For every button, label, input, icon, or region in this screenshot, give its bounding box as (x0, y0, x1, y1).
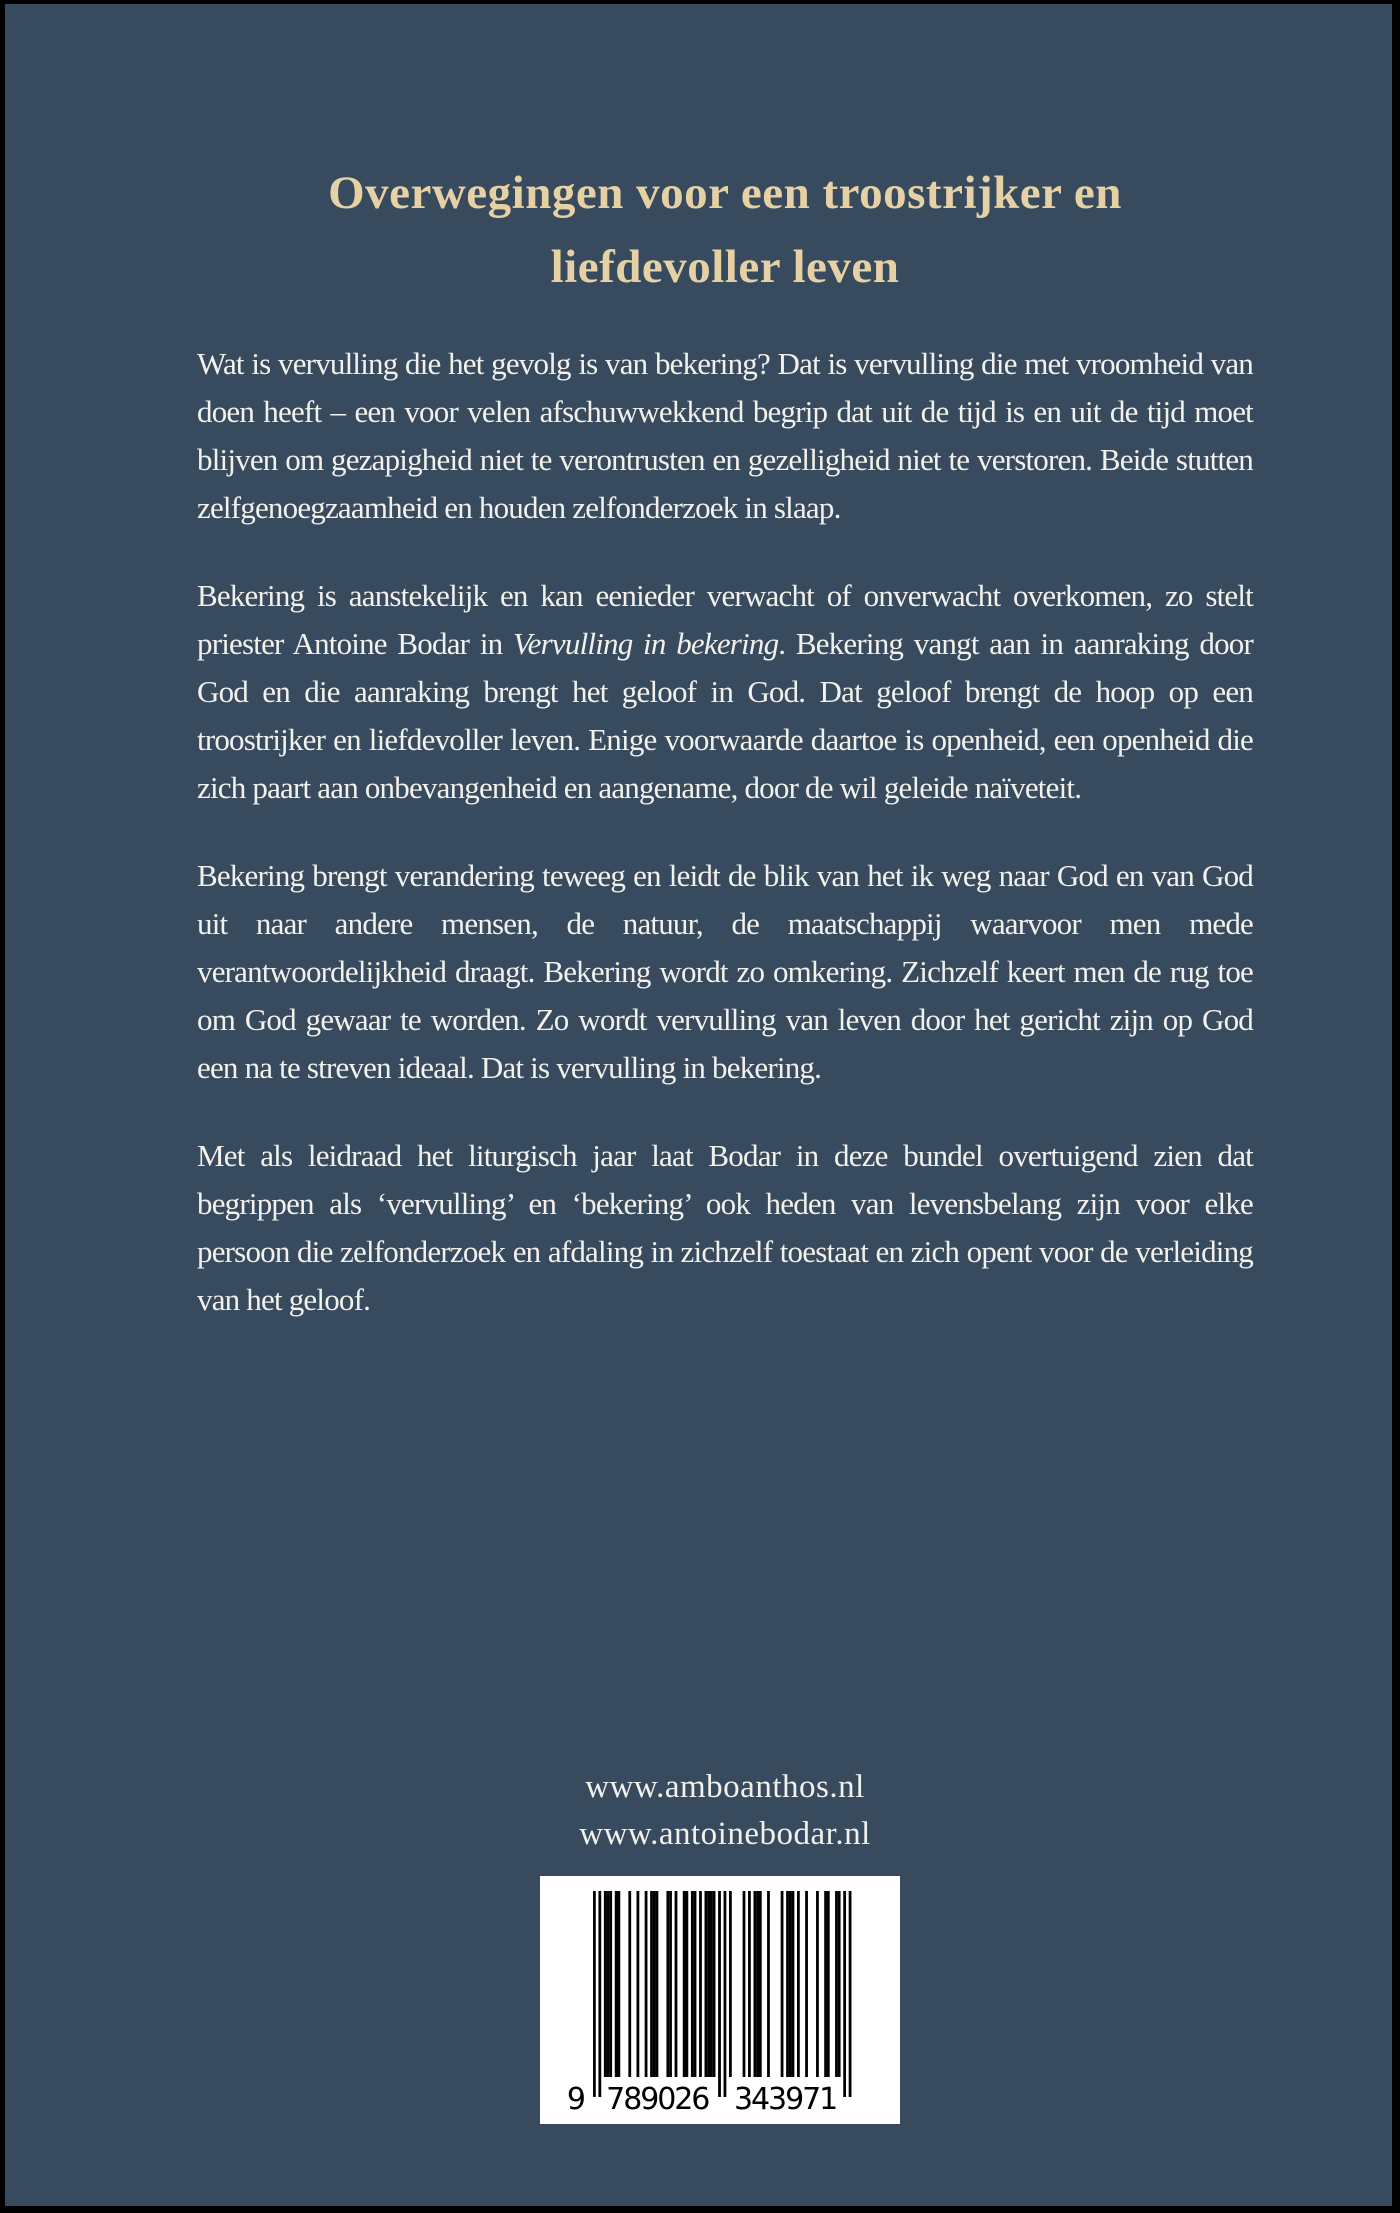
url-amboanthos: www.amboanthos.nl (585, 1769, 865, 1805)
paragraph-2-rest: . Bekering vangt aan in aanraking door God en die aanraking brengt het geloof in God. Dat geloof brengt de hoop op een troostrijker en liefdevoller leven. Enige voorwaarde daartoe is openheid, een openheid die zich paart aan onbevangenheid en aangename, door de wil geleide naïveteit. (197, 626, 1253, 805)
url-antoinebodar: www.antoinebodar.nl (579, 1816, 871, 1852)
svg-text:343971: 343971 (734, 2082, 839, 2117)
cover-background (5, 4, 1392, 2206)
paragraph-3: Bekering brengt verandering teweeg en leidt de blik van het ik weg naar God en van God uit naar andere mensen, de natuur, de maatschappij waarvoor men mede verantwoordelijkheid draagt. Bekering wordt zo omkering. Zichzelf keert men de rug toe om God gewaar te worden. Zo wordt vervulling van leven door het gericht zijn op God een na te streven ideaal. Dat is vervulling in bekering. (197, 858, 1253, 1085)
publisher-urls (197, 1764, 1253, 1858)
barcode (540, 1876, 900, 2124)
paragraph-1: Wat is vervulling die het gevolg is van bekering? Dat is vervulling die met vroomheid van doen heeft – een voor velen afschuwwekkend begrip dat uit de tijd is en uit de tijd moet blijven om gezapigheid niet te verontrusten en gezelligheid niet te verstoren. Beide stutten zelfgenoegzaamheid en houden zelfonderzoek in slaap. (197, 346, 1253, 525)
svg-text:789026: 789026 (606, 2082, 711, 2117)
paragraph-2-lead: Bekering is aanstekelijk en kan eenieder verwacht of onverwacht overkomen, zo stelt priester Antoine Bodar in (197, 578, 1253, 661)
svg-text:9: 9 (566, 2082, 586, 2117)
barcode-svg (540, 1876, 900, 2124)
book-title-italic: Vervulling in bekering (512, 626, 779, 661)
title-line-2: liefdevoller leven (550, 241, 900, 293)
title-line-1: Overwegingen voor een troostrijker en (328, 167, 1122, 219)
cover-title (197, 156, 1253, 304)
blurb-text (197, 340, 1253, 1364)
paragraph-2 (197, 572, 1253, 812)
paragraph-4: Met als leidraad het liturgisch jaar laat Bodar in deze bundel overtuigend zien dat begrippen als ‘vervulling’ en ‘bekering’ ook heden van levensbelang zijn voor elke persoon die zelfonderzoek en afdaling in zichzelf toestaat en zich opent voor de verleiding van het geloof. (197, 1138, 1253, 1317)
